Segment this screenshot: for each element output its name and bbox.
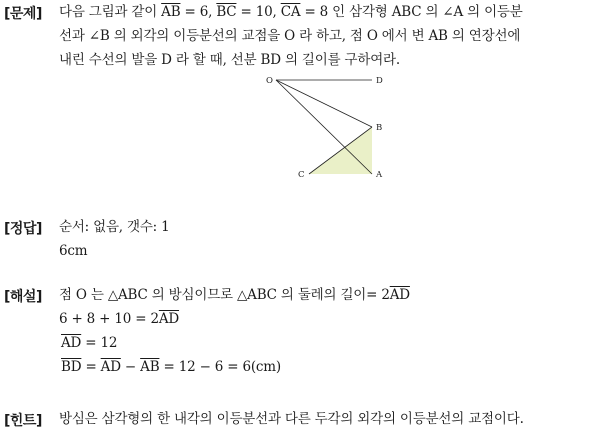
- hint-label: [힌트]: [4, 413, 42, 429]
- point-a-label: A: [376, 170, 383, 180]
- segment-ca: $\overline{CA}$: [280, 4, 301, 20]
- hint-body: [59, 410, 588, 434]
- explanation-line-1: 점 O 는 △ABC 의 방심이므로 △ABC 의 둘레의 길이= $2\overline{AD}$: [59, 287, 410, 303]
- explanation-body: [59, 286, 588, 382]
- answer-value: 6cm: [59, 243, 88, 259]
- segment-bc: $\overline{BC}$: [216, 4, 237, 20]
- hint-text: 방심은 삼각형의 한 내각의 이등분선과 다른 두각의 외각의 이등분선의 교점이다.: [59, 411, 524, 427]
- explanation-label: [해설]: [4, 289, 42, 305]
- explanation-line-3: $\overline{AD} = 12$: [61, 335, 118, 351]
- explanation-line-2: $6 + 8 + 10 = 2\overline{AD}$: [59, 311, 180, 327]
- point-b-label: B: [376, 123, 383, 133]
- segment-ab: $\overline{AB}$: [161, 4, 181, 20]
- problem-line-3: 내린 수선의 발을 D 라 할 때, 선분 BD 의 길이를 구하여라.: [59, 52, 400, 68]
- answer-meta: 순서: 없음, 갯수: 1: [59, 219, 170, 235]
- problem-body: [59, 3, 588, 75]
- point-c-label: C: [298, 170, 305, 180]
- problem-label: [문제]: [4, 6, 42, 22]
- explanation-line-4: $\overline{BD} = \overline{AD} - \overline{AB} = 12 - 6 = 6(cm)$: [61, 359, 281, 375]
- segment-o-a: [276, 80, 372, 174]
- problem-line-1: 다음 그림과 같이 $\overline{AB} = 6$, $\overline{BC} = 10$, $\overline{CA} = 8$ 인 삼각형 ABC 의 ∠A 의 이등분: [59, 4, 523, 20]
- point-d-label: D: [376, 76, 383, 86]
- triangle-figure: [260, 70, 390, 185]
- answer-body: [59, 218, 588, 266]
- problem-line-2: 선과 ∠B 의 외각의 이등분선의 교점을 O 라 하고, 점 O 에서 변 AB 의 연장선에: [59, 28, 521, 44]
- segment-o-b: [276, 80, 372, 127]
- point-o-label: O: [266, 76, 273, 86]
- answer-label: [정답]: [4, 221, 42, 237]
